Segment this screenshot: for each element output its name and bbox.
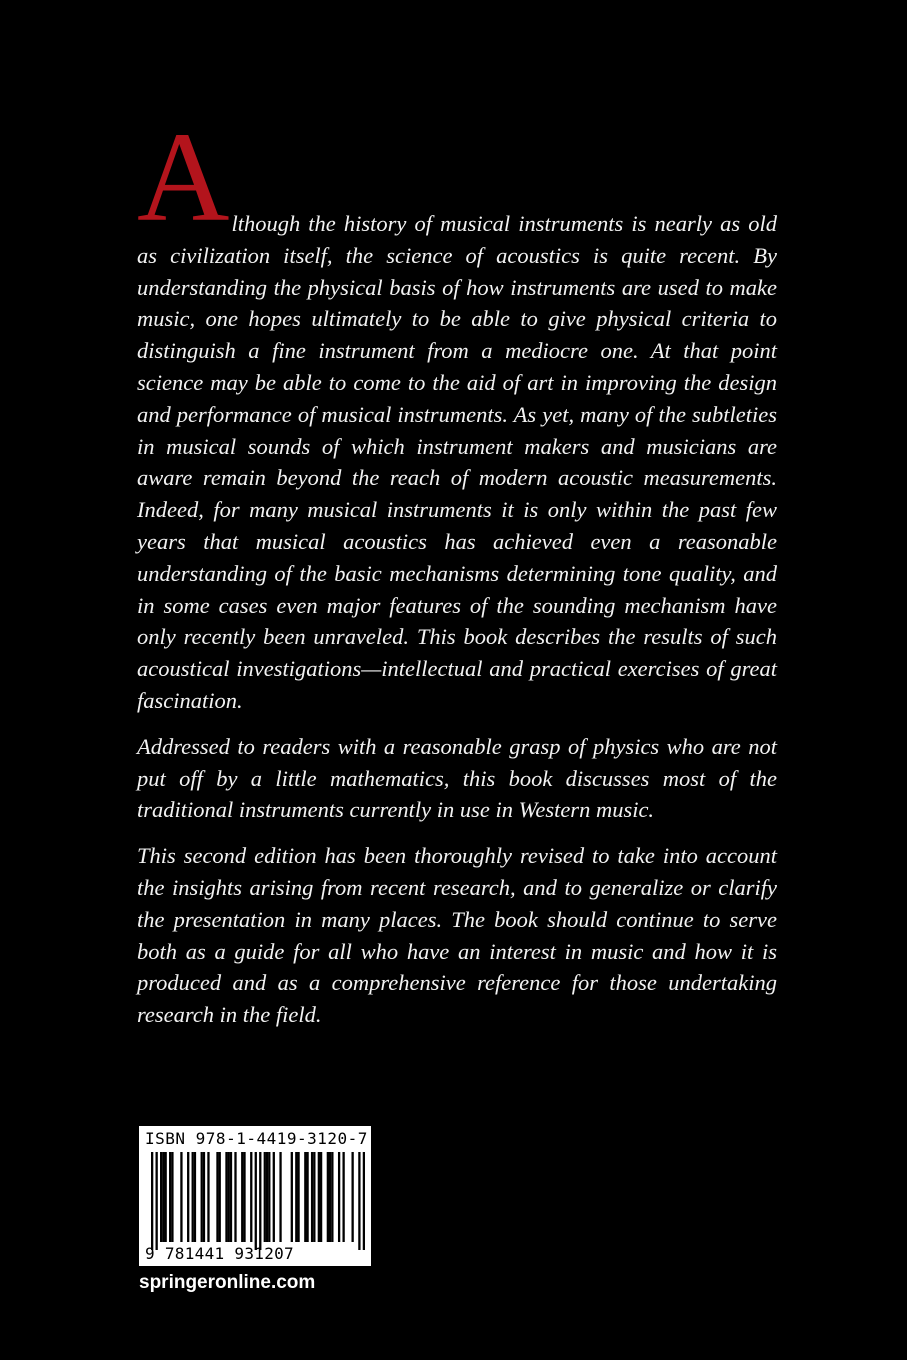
- description-text: [137, 106, 777, 1031]
- barcode-bar: [327, 1152, 329, 1242]
- barcode-bar: [264, 1152, 266, 1242]
- barcode-bar: [162, 1152, 164, 1242]
- barcode-bar: [255, 1152, 257, 1250]
- barcode-bars: [151, 1152, 365, 1250]
- barcode-bar: [313, 1152, 315, 1242]
- barcode-bar: [216, 1152, 218, 1242]
- barcode-bar: [169, 1152, 171, 1242]
- barcode-bar: [279, 1152, 281, 1242]
- barcode-bar: [234, 1152, 236, 1242]
- barcode-bar: [273, 1152, 275, 1242]
- barcode-bar: [295, 1152, 297, 1242]
- barcode-bar: [358, 1152, 360, 1250]
- barcode-bar: [165, 1152, 167, 1242]
- barcode-bar: [241, 1152, 243, 1242]
- barcode-bar: [342, 1152, 344, 1242]
- barcode-bar: [259, 1152, 261, 1250]
- barcode-bar: [201, 1152, 203, 1242]
- barcode-bar: [219, 1152, 221, 1242]
- barcode-bar: [203, 1152, 205, 1242]
- barcode-digits: 9 781441 931207: [145, 1244, 294, 1263]
- paragraph-3: This second edition has been thoroughly revised to take into account the insights arising from recent research, and to generalize or clarify the presentation in many places. The book should continue to serve both as a guide for all who have an interest in music and how it is produced and as a comprehensive reference for those undertaking research in the field.: [137, 843, 777, 1028]
- isbn-label: ISBN 978-1-4419-3120-7: [145, 1129, 368, 1148]
- paragraph-2: Addressed to readers with a reasonable grasp of physics who are not put off by a little mathematics, this book discusses most of the traditional instruments currently in use in Western music.: [137, 733, 777, 823]
- paragraph-1: [137, 106, 777, 717]
- barcode-bar: [297, 1152, 299, 1242]
- barcode-bar: [151, 1152, 153, 1250]
- barcode-bar: [304, 1152, 306, 1242]
- barcode-bar: [207, 1152, 209, 1242]
- barcode-bar: [225, 1152, 227, 1242]
- barcode-bar: [194, 1152, 196, 1242]
- barcode-bar: [268, 1152, 270, 1242]
- barcode-bar: [192, 1152, 194, 1242]
- barcode-bar: [228, 1152, 230, 1242]
- barcode-bar: [320, 1152, 322, 1242]
- barcode-bar: [160, 1152, 162, 1242]
- barcode-bar: [266, 1152, 268, 1242]
- barcode-bar: [329, 1152, 331, 1242]
- barcode-bar: [363, 1152, 365, 1250]
- barcode-bar: [171, 1152, 173, 1242]
- barcode-bar: [156, 1152, 158, 1250]
- barcode-bar: [351, 1152, 353, 1242]
- isbn-barcode: [139, 1126, 371, 1266]
- barcode-bar: [291, 1152, 293, 1242]
- barcode-bar: [318, 1152, 320, 1242]
- publisher-website: springeronline.com: [139, 1272, 316, 1293]
- drop-cap-letter: A: [137, 106, 230, 248]
- barcode-bar: [311, 1152, 313, 1242]
- paragraph-1-text: lthough the history of musical instruments is nearly as old as civilization itself, the science of acoustics is quite recent. By understanding the physical basis of how instruments are used to make music, one hopes ultimately to be able to give physical criteria to distinguish a fine instrument from a mediocre one. At that point science may be able to come to the aid of art in improving the design and performance of musical instruments. As yet, many of the subtleties in musical sounds of which instrument makers and musicians are aware remain beyond the reach of modern acoustic measurements. Indeed, for many musical instruments it is only within the past few years that musical acoustics has achieved even a reasonable understanding of the basic mechanisms determining tone quality, and in some cases even major features of the sounding mechanism have only recently been unraveled. This book describes the results of such acoustical investigations—intellectual and practical exercises of great fascination.: [137, 211, 777, 713]
- barcode-bar: [331, 1152, 333, 1242]
- barcode-bar: [230, 1152, 232, 1242]
- barcode-bar: [243, 1152, 245, 1242]
- barcode-bar: [180, 1152, 182, 1242]
- barcode-bar: [338, 1152, 340, 1242]
- barcode-bar: [187, 1152, 189, 1242]
- barcode-bar: [306, 1152, 308, 1242]
- barcode-bar: [250, 1152, 252, 1242]
